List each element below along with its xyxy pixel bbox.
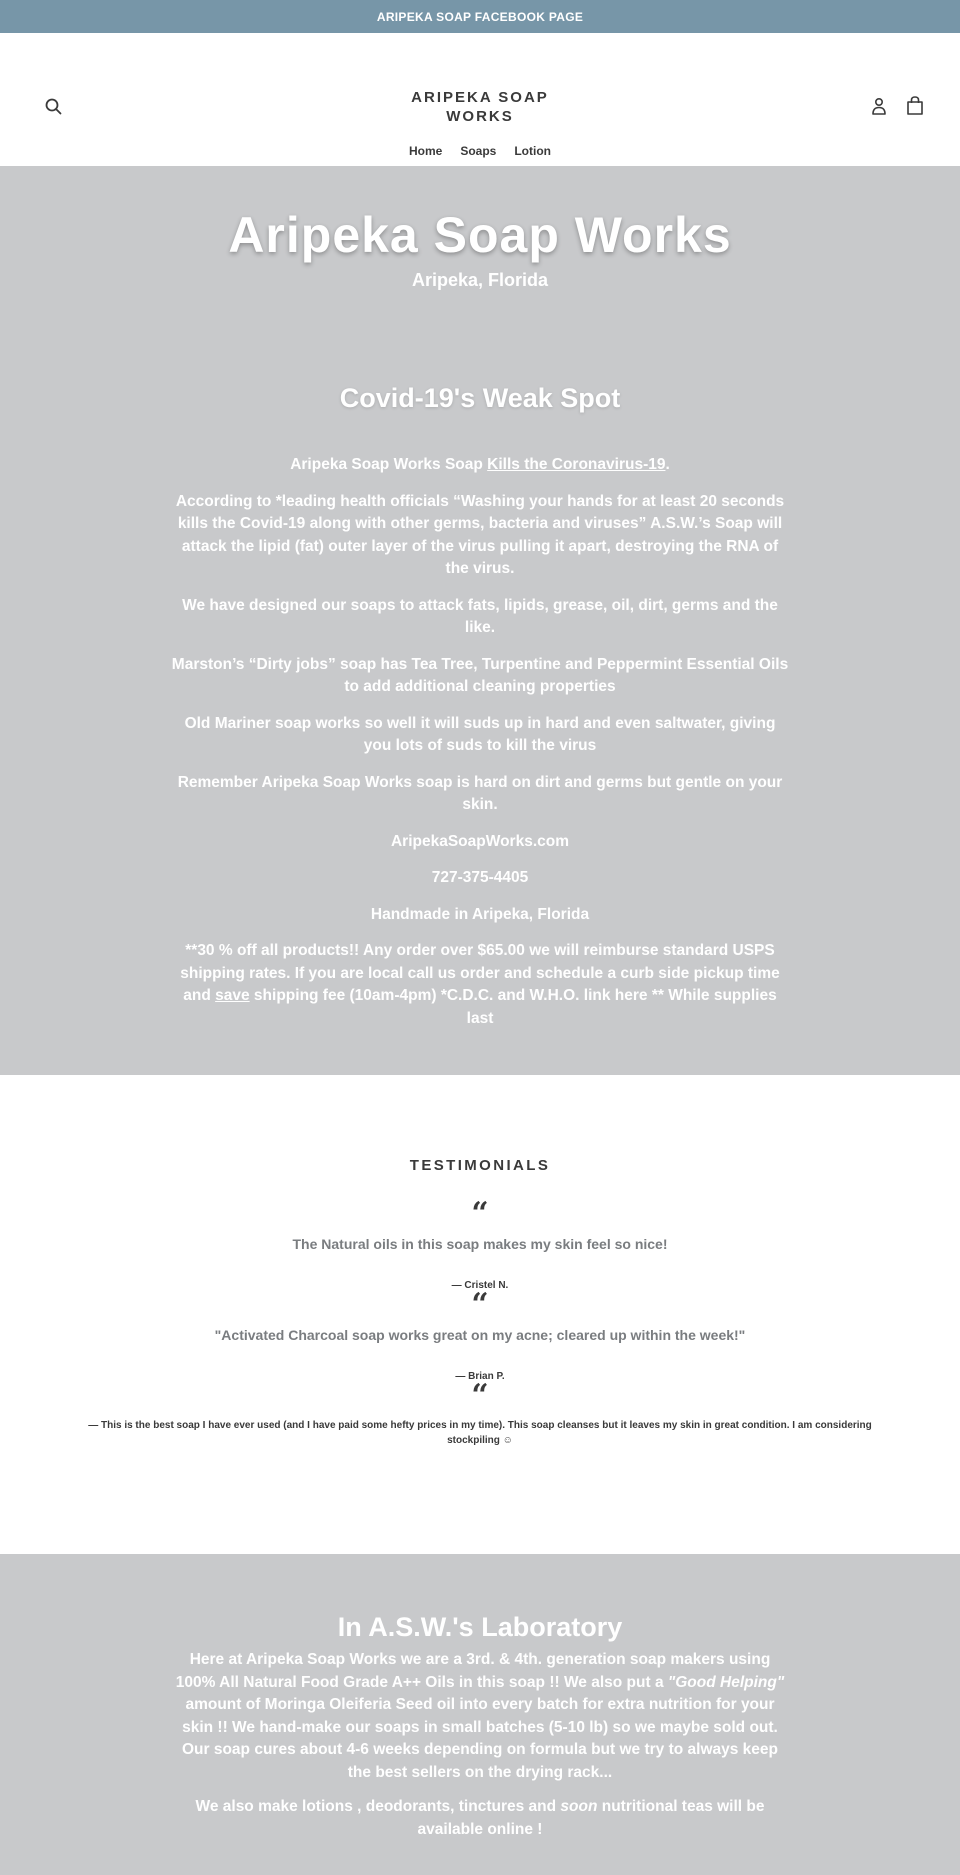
- lab-text: We also make lotions , deodorants, tinctures and: [195, 1798, 561, 1815]
- testimonials-section: [0, 1075, 960, 1554]
- search-icon: [44, 97, 64, 117]
- laboratory-body: [170, 1649, 790, 1841]
- covid-section-title: Covid-19's Weak Spot: [339, 383, 621, 413]
- website-text: AripekaSoapWorks.com: [390, 832, 570, 850]
- old-mariner-paragraph: Old Mariner soap works so well it will suds up in hard and even saltwater, giving you lots of suds to kill the virus: [184, 714, 776, 754]
- promo-suffix: shipping fee (10am-4pm) *C.D.C. and W.H.O. link here ** While supplies last: [249, 987, 777, 1027]
- quote-icon: “: [471, 1196, 489, 1231]
- nav-lotion[interactable]: Lotion: [514, 144, 551, 158]
- testimonial-text: The Natural oils in this soap makes my skin feel so nice!: [292, 1236, 668, 1252]
- testimonials-heading: TESTIMONIALS: [409, 1157, 551, 1174]
- kills-coronavirus-link[interactable]: Kills the Coronavirus-19: [487, 456, 666, 473]
- soon-emphasis: soon: [560, 1798, 598, 1815]
- health-officials-paragraph: According to *leading health officials “Washing your hands for at least 20 seconds kills the Covid-19 along with other germs, bacteria and viruses” A.S.W.’s Soap will attack the lipid (fat) outer layer of the virus pulling it apart, destroying the RNA of the virus.: [175, 492, 785, 577]
- intro-text: Aripeka Soap Works Soap: [290, 456, 488, 473]
- intro-suffix: .: [665, 456, 670, 473]
- nav-home[interactable]: Home: [408, 144, 443, 158]
- account-button[interactable]: [870, 97, 888, 117]
- products-paragraph: [170, 1796, 790, 1841]
- testimonial-text: — This is the best soap I have ever used (and I have paid some hefty prices in my time). This soap cleanses but it leaves my skin in great condition. I am considering stockpiling ☺: [88, 1420, 872, 1446]
- remember-paragraph: Remember Aripeka Soap Works soap is hard on dirt and germs but gentle on your skin.: [177, 773, 783, 813]
- hero-section: [0, 166, 960, 1075]
- generation-paragraph: [170, 1649, 790, 1784]
- intro-paragraph: [170, 454, 790, 477]
- search-button[interactable]: [44, 97, 64, 117]
- laboratory-section: [0, 1554, 960, 1875]
- designed-paragraph: We have designed our soaps to attack fats, lipids, grease, oil, dirt, germs and the like.: [182, 596, 778, 636]
- save-link[interactable]: save: [215, 987, 250, 1004]
- hero-subtitle: Aripeka, Florida: [411, 270, 549, 290]
- promo-text: **30 % off all products!! Any order over $65.00 we will reimburse standard USPS shipping rates. If you are local call us order and schedule a curb side pickup time and: [180, 942, 780, 1004]
- handmade-text: Handmade in Aripeka, Florida: [370, 905, 590, 923]
- promo-paragraph: [170, 940, 790, 1030]
- quote-icon: “: [471, 1287, 489, 1322]
- laboratory-heading: In A.S.W.'s Laboratory: [337, 1612, 623, 1642]
- phone-text: 727-375-4405: [431, 869, 529, 886]
- cart-button[interactable]: [905, 95, 925, 117]
- account-icon: [870, 97, 888, 117]
- lab-text: Here at Aripeka Soap Works we are a 3rd. & 4th. generation soap makers using 100% All Natural Food Grade A++ Oils in this soap !! We also put a: [175, 1651, 771, 1691]
- cart-icon: [905, 95, 925, 117]
- nav-soaps[interactable]: Soaps: [460, 144, 497, 158]
- testimonial-author: — Brian P.: [455, 1371, 505, 1382]
- testimonial-author: — Cristel N.: [451, 1280, 509, 1291]
- lab-text: amount of Moringa Oleiferia Seed oil into every batch for extra nutrition for your skin !! We hand-make our soaps in small batches (5-10 lb) so we maybe sold out. Our soap cures about 4-6 weeks depending on formula but we try to always keep the best sellers on the drying rack...: [181, 1696, 779, 1781]
- lab-text: nutritional teas will be available online !: [417, 1798, 765, 1838]
- facebook-page-link[interactable]: ARIPEKA SOAP FACEBOOK PAGE: [376, 9, 584, 24]
- hero-title: Aripeka Soap Works: [228, 207, 732, 263]
- dirty-jobs-paragraph: Marston’s “Dirty jobs” soap has Tea Tree, Turpentine and Peppermint Essential Oils to add additional cleaning properties: [171, 655, 789, 695]
- site-logo[interactable]: ARIPEKA SOAP WORKS: [411, 89, 549, 125]
- covid-section-body: [170, 454, 790, 1030]
- testimonial-text: "Activated Charcoal soap works great on my acne; cleared up within the week!": [214, 1327, 746, 1343]
- main-nav: [0, 144, 960, 158]
- quote-icon: “: [471, 1378, 489, 1413]
- announcement-bar[interactable]: [0, 0, 960, 33]
- good-helping-emphasis: "Good Helping": [667, 1673, 785, 1691]
- site-header: [0, 33, 960, 166]
